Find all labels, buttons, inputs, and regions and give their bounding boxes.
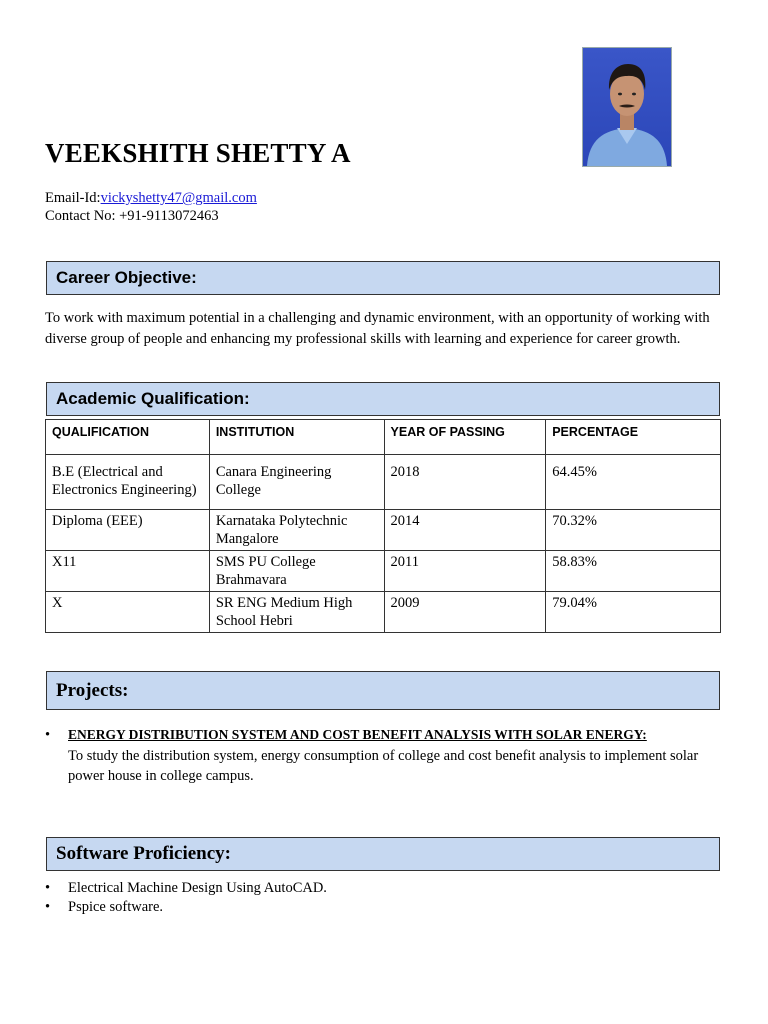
column-header: PERCENTAGE [546,420,721,455]
software-list [45,879,721,916]
email-link[interactable]: vickyshetty47@gmail.com [100,190,257,206]
person-portrait-icon [583,48,671,166]
projects-header [46,671,720,710]
table-cell: 64.45% [546,455,721,510]
table-cell: X11 [46,551,210,592]
list-item [45,879,721,898]
table-cell: Karnataka Polytechnic Mangalore [209,510,384,551]
table-cell: Diploma (EEE) [46,510,210,551]
section-title: Career Objective: [56,268,197,287]
list-item [45,725,721,787]
table-row [46,510,721,551]
table-cell: 70.32% [546,510,721,551]
applicant-name: VEEKSHITH SHETTY A [45,138,351,168]
contact-number: Contact No: +91-9113072463 [45,208,219,224]
bullet-icon: • [45,880,51,896]
academic-table [45,419,721,633]
table-cell: 2014 [384,510,546,551]
email-label: Email-Id: [45,190,101,206]
software-item: Pspice software. [68,898,164,915]
projects-list [45,725,721,787]
table-row [46,592,721,633]
contact-block [45,189,257,225]
section-title: Academic Qualification: [56,389,250,408]
table-cell: 2011 [384,551,546,592]
career-objective-header [46,261,720,295]
table-row [46,551,721,592]
table-cell: SMS PU College Brahmavara [209,551,384,592]
table-cell: 79.04% [546,592,721,633]
table-cell: SR ENG Medium High School Hebri [209,592,384,633]
project-description: To study the distribution system, energy consumption of college and cost benefit analysis to implement solar power house in college campus. [68,747,699,784]
bullet-icon: • [45,727,51,743]
table-cell: Canara Engineering College [209,455,384,510]
profile-photo [582,47,672,167]
column-header: YEAR OF PASSING [384,420,546,455]
project-title: ENERGY DISTRIBUTION SYSTEM AND COST BENEFIT ANALYSIS WITH SOLAR ENERGY: [68,727,647,742]
table-cell: 58.83% [546,551,721,592]
bullet-icon: • [45,898,51,915]
table-cell: X [46,592,210,633]
table-cell: B.E (Electrical and Electronics Engineering) [46,455,210,510]
software-item: Electrical Machine Design Using AutoCAD. [68,880,327,896]
list-item [45,898,721,917]
table-header-row [46,420,721,455]
career-objective-text: To work with maximum potential in a challenging and dynamic environment, with an opportunity of working with diverse group of people and enhancing my professional skills with learning and experience for career growth. [45,310,710,347]
section-title: Projects: [56,679,129,701]
email-line [45,189,257,207]
column-header: QUALIFICATION [46,420,210,455]
academic-qualification-header [46,382,720,416]
table-cell: 2018 [384,455,546,510]
table-cell: 2009 [384,592,546,633]
section-title: Software Proficiency: [56,843,231,864]
table-row [46,455,721,510]
column-header: INSTITUTION [209,420,384,455]
software-proficiency-header [46,837,720,871]
